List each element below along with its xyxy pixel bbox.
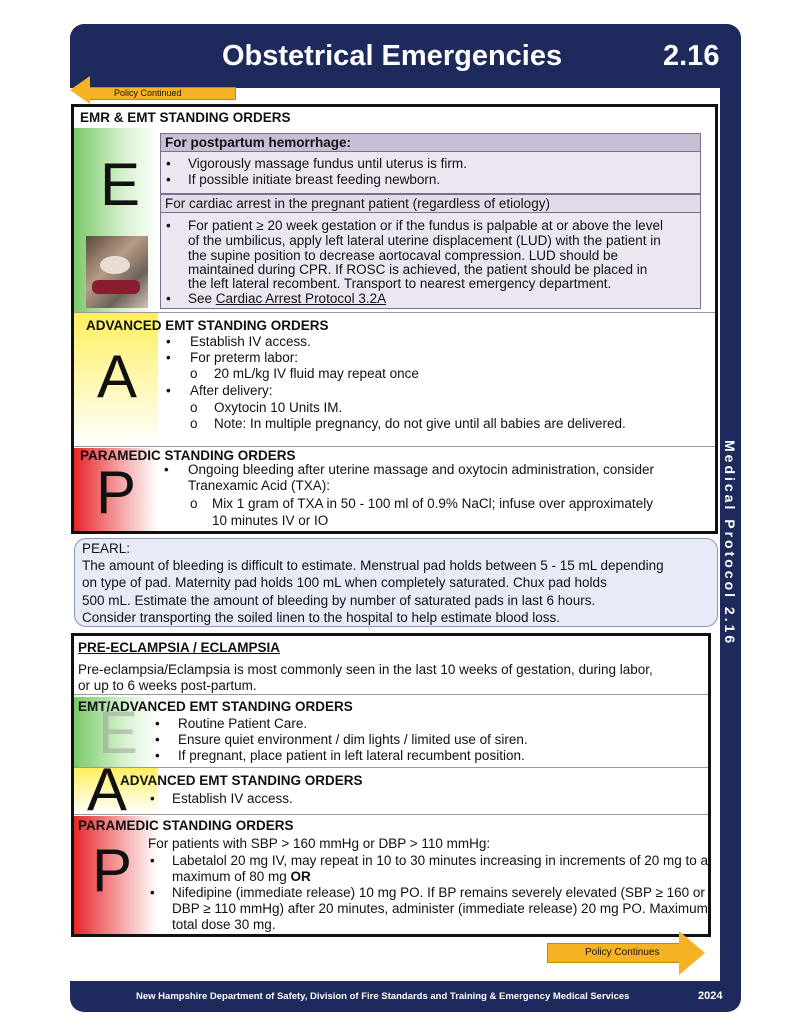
paramedic-sub-1: Mix 1 gram of TXA in 50 - 100 ml of 0.9% NaCl; infuse over approximately <box>212 496 653 511</box>
pph-heading: For postpartum hemorrhage: <box>160 133 701 152</box>
bullet: • <box>155 732 160 747</box>
aemt-item-2: For preterm labor: <box>190 350 299 365</box>
nifedipine-line-1: Nifedipine (immediate release) 10 mg PO. If BP remains severely elevated (SBP ≥ 160 or <box>172 885 705 900</box>
paramedic-line-1: Ongoing bleeding after uterine massage and oxytocin administration, consider <box>188 462 655 477</box>
labetalol-max: maximum of 80 mg <box>172 869 291 884</box>
nifedipine-line-2: DBP ≥ 110 mmHg) after 20 minutes, administer (immediate release) 20 mg PO. Maximum <box>172 901 708 916</box>
aemt-item-1: Establish IV access. <box>190 334 311 349</box>
footer-text: New Hampshire Department of Safety, Division of Fire Standards and Training & Emergency Medical Services <box>136 991 630 1002</box>
bullet: • <box>150 791 155 806</box>
paramedic-sub-2: 10 minutes IV or IO <box>212 513 329 528</box>
eclampsia-intro-1: Pre-eclampsia/Eclampsia is most commonly seen in the last 10 weeks of gestation, during labor, <box>78 662 653 677</box>
policy-continues-label: Policy Continues <box>585 947 660 958</box>
footer-year: 2024 <box>698 990 723 1002</box>
aemt-heading: ADVANCED EMT STANDING ORDERS <box>86 318 329 333</box>
lud-photo <box>86 236 148 308</box>
paramedic-heading: PARAMEDIC STANDING ORDERS <box>78 818 294 833</box>
level-letter-e: E <box>98 699 139 766</box>
or-text: OR <box>290 869 311 884</box>
aemt-heading: ADVANCED EMT STANDING ORDERS <box>120 773 363 788</box>
bullet: • <box>166 291 171 306</box>
bullet: • <box>150 853 155 868</box>
bullet: • <box>166 218 171 233</box>
bullet: • <box>166 172 171 187</box>
side-label: Medical Protocol 2.16 <box>722 440 738 647</box>
bullet: • <box>155 716 160 731</box>
labetalol-line-2 <box>172 869 311 885</box>
level-letter-p: P <box>92 837 133 904</box>
pearl-line-1: The amount of bleeding is difficult to estimate. Menstrual pad holds between 5 - 15 mL depending <box>82 558 664 573</box>
emt-item-3: If pregnant, place patient in left lateral recumbent position. <box>178 748 525 763</box>
policy-continued-label: Policy Continued <box>114 88 182 98</box>
ca-line-5: the left lateral recombent. Transport to nearest emergency department. <box>188 276 612 291</box>
sub-bullet: o <box>190 416 198 431</box>
pearl-line-4: Consider transporting the soiled linen to the hospital to help estimate blood loss. <box>82 610 561 625</box>
cardiac-arrest-heading: For cardiac arrest in the pregnant patient (regardless of etiology) <box>160 194 701 213</box>
emt-item-2: Ensure quiet environment / dim lights / limited use of siren. <box>178 732 528 747</box>
cardiac-arrest-protocol-link[interactable]: Cardiac Arrest Protocol 3.2A <box>215 291 387 306</box>
policy-continues-arrow[interactable] <box>547 931 705 975</box>
pph-item-1: Vigorously massage fundus until uterus is firm. <box>188 156 467 171</box>
photo-detail <box>92 280 140 294</box>
aemt-item-3: 20 mL/kg IV fluid may repeat once <box>214 366 419 381</box>
aemt-item-5: Oxytocin 10 Units IM. <box>214 400 343 415</box>
pph-item-2: If possible initiate breast feeding newborn. <box>188 172 441 187</box>
ca-line-1: For patient ≥ 20 week gestation or if the fundus is palpable at or above the level <box>188 218 663 233</box>
emt-item-1: Routine Patient Care. <box>178 716 308 731</box>
emr-emt-heading: EMR & EMT STANDING ORDERS <box>80 110 291 125</box>
emt-aemt-heading: EMT/ADVANCED EMT STANDING ORDERS <box>78 699 353 714</box>
bullet: • <box>166 383 171 398</box>
aemt-item-1: Establish IV access. <box>172 791 293 806</box>
eclampsia-intro-2: or up to 6 weeks post-partum. <box>78 678 257 693</box>
ca-see <box>188 291 386 307</box>
nifedipine-line-3: total dose 30 mg. <box>172 917 276 932</box>
pearl-label: PEARL: <box>82 541 131 556</box>
pearl-line-3: 500 mL. Estimate the amount of bleeding by number of saturated pads in last 6 hours. <box>82 593 596 608</box>
eclampsia-heading: PRE-ECLAMPSIA / ECLAMPSIA <box>78 640 281 655</box>
labetalol-line-1: Labetalol 20 mg IV, may repeat in 10 to 30 minutes increasing in increments of 20 mg to a <box>172 853 709 868</box>
bullet: • <box>150 885 155 900</box>
left-arrow-icon <box>70 76 90 104</box>
sub-bullet: o <box>190 400 198 415</box>
sub-bullet: o <box>190 366 198 381</box>
page-title: Obstetrical Emergencies <box>222 40 563 72</box>
ca-line-3: the supine position to decrease aortocaval compression. LUD should be <box>188 248 619 263</box>
paramedic-line-2: Tranexamic Acid (TXA): <box>188 478 331 493</box>
level-letter-a: A <box>97 343 138 410</box>
pearl-line-2: on type of pad. Maternity pad holds 100 mL when completely saturated. Chux pad holds <box>82 575 607 590</box>
ca-line-2: of the umbilicus, apply left lateral uterine displacement (LUD) with the patient in <box>188 233 661 248</box>
bullet: • <box>155 748 160 763</box>
aemt-item-4: After delivery: <box>190 383 273 398</box>
paramedic-intro: For patients with SBP > 160 mmHg or DBP > 110 mmHg: <box>148 836 491 851</box>
divider <box>74 312 715 313</box>
divider <box>74 694 708 695</box>
bullet: • <box>164 462 169 477</box>
protocol-number: 2.16 <box>663 40 720 72</box>
level-letter-e: E <box>100 151 141 218</box>
level-letter-p: P <box>96 459 137 526</box>
policy-continued-arrow[interactable] <box>70 74 236 106</box>
bullet: • <box>166 350 171 365</box>
bullet: • <box>166 156 171 171</box>
photo-detail <box>100 256 130 274</box>
divider <box>74 767 708 768</box>
ca-line-4: maintained during CPR. If ROSC is achieved, the patient should be placed in <box>188 262 648 277</box>
bullet: • <box>166 334 171 349</box>
ca-see-prefix: See <box>188 291 216 306</box>
divider <box>74 814 708 815</box>
divider <box>74 446 715 447</box>
aemt-item-6: Note: In multiple pregnancy, do not give until all babies are delivered. <box>214 416 626 431</box>
level-letter-a: A <box>87 756 128 823</box>
paramedic-heading: PARAMEDIC STANDING ORDERS <box>80 448 296 463</box>
sub-bullet: o <box>190 496 198 511</box>
right-arrow-icon <box>679 931 705 975</box>
